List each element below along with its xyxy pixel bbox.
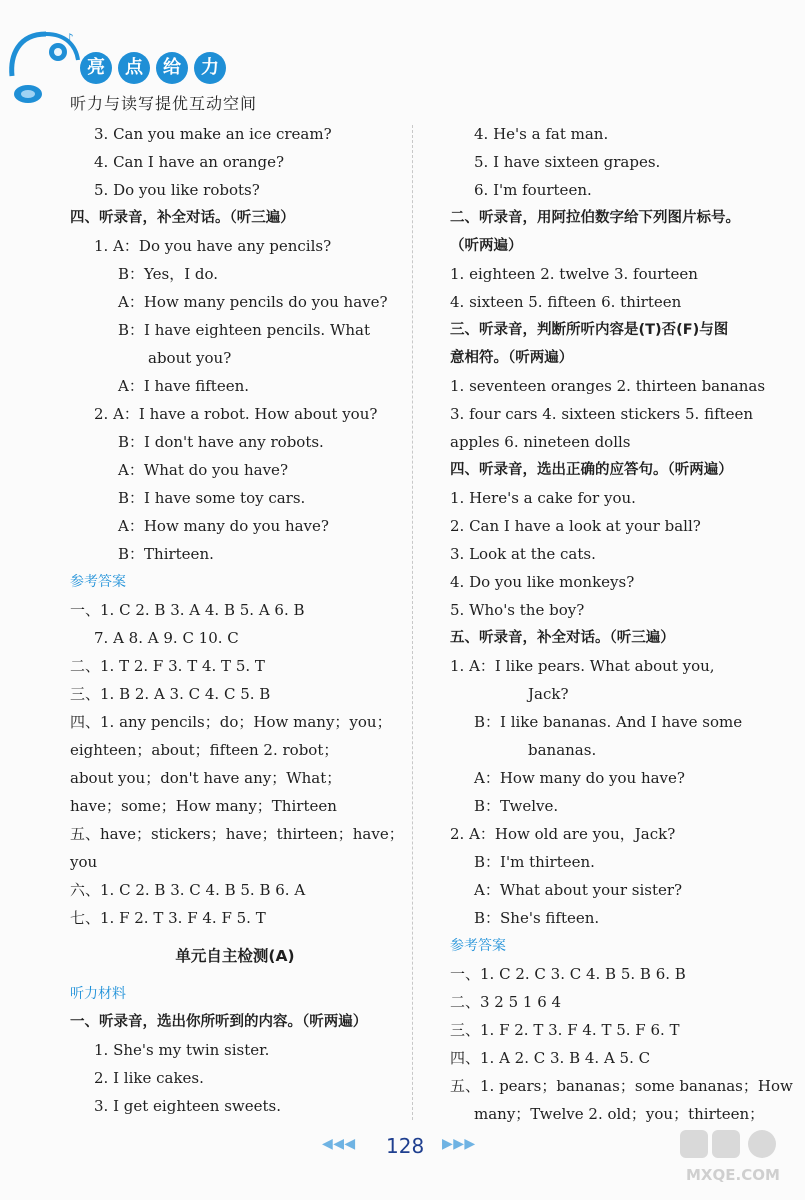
answer-line: about you；don't have any；What； [70, 769, 342, 787]
brand-title [80, 52, 226, 84]
section-heading: 四、听录音，选出正确的应答句。（听两遍） [450, 462, 733, 478]
text-line: 6. I'm fourteen. [474, 181, 592, 199]
answer-key-heading: 参考答案 [450, 938, 506, 954]
text-line: B：Yes，I do. [118, 265, 219, 283]
text-line: A：How many do you have? [474, 769, 685, 787]
answer-line: 五、have；stickers；have；thirteen；have； [70, 825, 404, 843]
answer-line: 二、3 2 5 1 6 4 [450, 993, 562, 1011]
text-line: 5. Who's the boy? [450, 601, 585, 619]
text-line: A：What do you have? [118, 461, 288, 479]
text-line: B：I have some toy cars. [118, 489, 306, 507]
header-subtitle: 听力与读写提优互动空间 [70, 94, 258, 113]
column-divider [412, 125, 413, 1120]
text-line: 2. I like cakes. [94, 1069, 204, 1087]
answer-line: 六、1. C 2. B 3. C 4. B 5. B 6. A [70, 881, 306, 899]
text-line: apples 6. nineteen dolls [450, 433, 631, 451]
answer-line: 七、1. F 2. T 3. F 4. F 5. T [70, 909, 266, 927]
answer-line: have；some；How many；Thirteen [70, 797, 337, 815]
text-line: A：How many pencils do you have? [118, 293, 388, 311]
section-heading: 四、听录音，补全对话。（听三遍） [70, 210, 295, 226]
section-heading: （听两遍） [450, 238, 523, 254]
text-line: 1. A：Do you have any pencils? [94, 237, 332, 255]
text-line: A：How many do you have? [118, 517, 329, 535]
answer-line: you [70, 853, 98, 871]
text-line: 1. A：I like pears. What about you, [450, 657, 715, 675]
text-line: 2. A：How old are you，Jack? [450, 825, 676, 843]
page-header [0, 0, 805, 120]
text-line: B：I'm thirteen. [474, 853, 595, 871]
text-line: 4. Do you like monkeys? [450, 573, 635, 591]
right-column [450, 120, 793, 1128]
answer-line: 四、1. A 2. C 3. B 4. A 5. C [450, 1049, 651, 1067]
section-heading: 三、听录音，判断所听内容是(T)否(F)与图 [450, 322, 729, 338]
left-arrows-icon: ◀ ◀ ◀ [322, 1136, 354, 1152]
text-line: 1. eighteen 2. twelve 3. fourteen [450, 265, 698, 283]
answer-line: 五、1. pears；bananas；some bananas；How [450, 1077, 793, 1095]
text-line: B：I don't have any robots. [118, 433, 324, 451]
brand-char: 点 [118, 52, 150, 84]
brand-char: 亮 [80, 52, 112, 84]
section-heading: 五、听录音，补全对话。（听三遍） [450, 630, 675, 646]
section-heading: 意相符。（听两遍） [450, 350, 574, 366]
answer-line: many；Twelve 2. old；you；thirteen； [474, 1105, 765, 1123]
unit-title: 单元自主检测(A) [175, 947, 295, 965]
text-line: about you? [148, 349, 232, 367]
answer-line: 四、1. any pencils；do；How many；you； [70, 713, 392, 731]
section-heading: 二、听录音，用阿拉伯数字给下列图片标号。 [450, 210, 740, 226]
text-line: 3. I get eighteen sweets. [94, 1097, 281, 1115]
section-heading: 一、听录音，选出你所听到的内容。（听两遍） [70, 1014, 368, 1030]
text-line: 3. Look at the cats. [450, 545, 596, 563]
text-line: B：Thirteen. [118, 545, 214, 563]
text-line: 1. seventeen oranges 2. thirteen bananas [450, 377, 766, 395]
text-line: Jack? [528, 685, 569, 703]
text-line: A：What about your sister? [474, 881, 683, 899]
text-line: B：I like bananas. And I have some [474, 713, 743, 731]
text-line: B：Twelve. [474, 797, 559, 815]
left-column [70, 120, 404, 1120]
text-line: 5. I have sixteen grapes. [474, 153, 661, 171]
answer-line: 7. A 8. A 9. C 10. C [94, 629, 239, 647]
text-line: B：She's fifteen. [474, 909, 600, 927]
answer-line: 二、1. T 2. F 3. T 4. T 5. T [70, 657, 265, 675]
text-line: 2. Can I have a look at your ball? [450, 517, 701, 535]
brand-char: 给 [156, 52, 188, 84]
answer-line: eighteen；about；fifteen 2. robot； [70, 741, 339, 759]
text-line: 4. Can I have an orange? [94, 153, 285, 171]
answer-line: 三、1. B 2. A 3. C 4. C 5. B [70, 685, 271, 703]
answer-line: 一、1. C 2. B 3. A 4. B 5. A 6. B [70, 601, 305, 619]
svg-text:♪: ♪ [66, 31, 74, 45]
answer-key-heading: 参考答案 [70, 574, 126, 590]
text-line: 1. Here's a cake for you. [450, 489, 636, 507]
text-line: 3. four cars 4. sixteen stickers 5. fifteen [450, 405, 754, 423]
text-line: 5. Do you like robots? [94, 181, 260, 199]
answer-line: 一、1. C 2. C 3. C 4. B 5. B 6. B [450, 965, 686, 983]
text-line: 4. He's a fat man. [474, 125, 609, 143]
text-line: A：I have fifteen. [118, 377, 250, 395]
right-arrows-icon: ▶ ▶ ▶ [442, 1136, 474, 1152]
brand-char: 力 [194, 52, 226, 84]
text-line: 2. A：I have a robot. How about you? [94, 405, 378, 423]
text-line: bananas. [528, 741, 597, 759]
watermark-logo-icon [676, 1128, 800, 1188]
text-line: B：I have eighteen pencils. What [118, 321, 371, 339]
watermark-text: MXQE.COM [686, 1166, 780, 1184]
answer-line: 三、1. F 2. T 3. F 4. T 5. F 6. T [450, 1021, 680, 1039]
text-line: 4. sixteen 5. fifteen 6. thirteen [450, 293, 682, 311]
text-line: 3. Can you make an ice cream? [94, 125, 332, 143]
text-line: 1. She's my twin sister. [94, 1041, 270, 1059]
listening-material-heading: 听力材料 [70, 986, 126, 1002]
page-number: 128 [386, 1134, 425, 1158]
